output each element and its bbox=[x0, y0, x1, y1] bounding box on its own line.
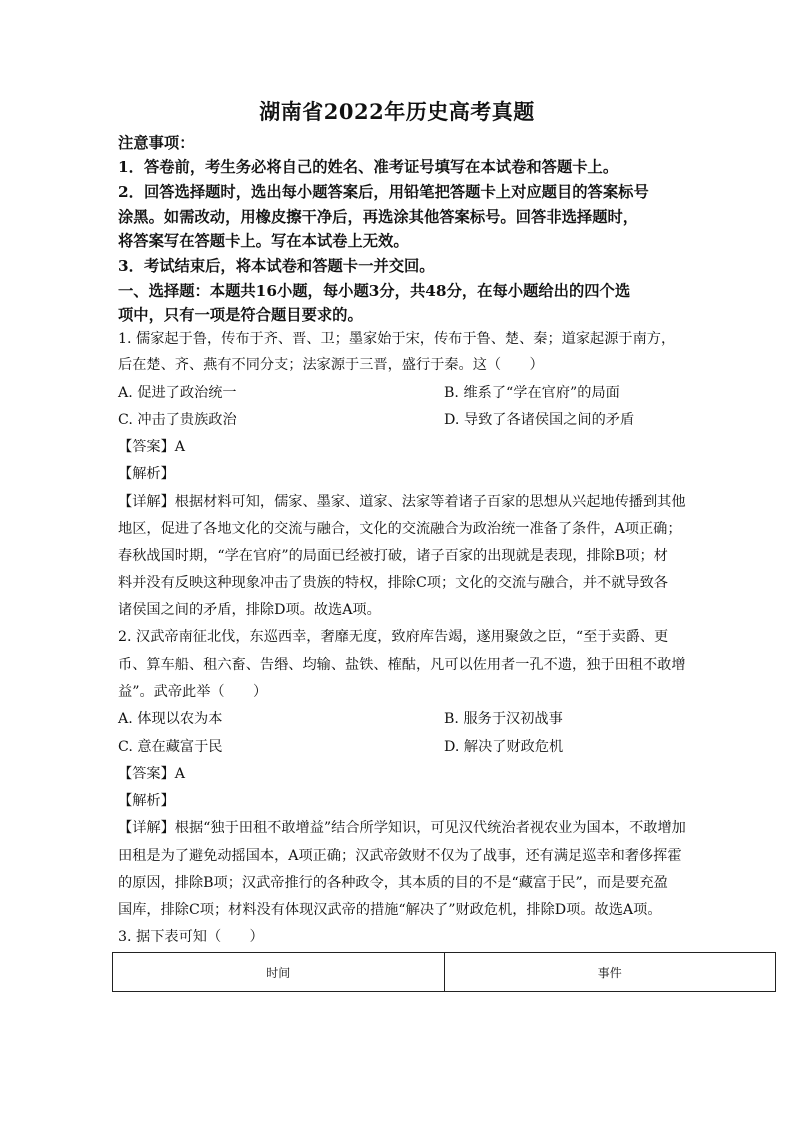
q1-option-c: C. 冲击了贵族政治 bbox=[118, 412, 237, 428]
q1-answer: 【答案】A bbox=[118, 439, 185, 455]
q1-option-a: A. 促进了政治统一 bbox=[118, 385, 237, 401]
q2-stem: 益”。武帝此举（ ） bbox=[118, 684, 268, 700]
q1-option-d: D. 导致了各诸侯国之间的矛盾 bbox=[444, 412, 635, 428]
q1-detail: 诸侯国之间的矛盾，排除D项。故选A项。 bbox=[118, 602, 381, 618]
q2-stem: 2. 汉武帝南征北伐，东巡西幸，奢靡无度，致府库告竭，遂用聚敛之臣，“至于卖爵、更 bbox=[118, 629, 669, 645]
notice-line: 3．考试结束后，将本试卷和答题卡一并交回。 bbox=[118, 257, 435, 275]
notice-line: 将答案写在答题卡上。写在本试卷上无效。 bbox=[118, 232, 409, 250]
q1-detail: 料并没有反映这种现象冲击了贵族的特权，排除C项；文化的交流与融合，并不就导致各 bbox=[118, 575, 668, 591]
q2-detail: 田租是为了避免动摇国本，A项正确；汉武帝敛财不仅为了战事，还有满足巡幸和奢侈挥霍 bbox=[118, 848, 682, 864]
q1-detail: 【详解】根据材料可知，儒家、墨家、道家、法家等着诸子百家的思想从兴起地传播到其他 bbox=[118, 494, 686, 510]
q2-option-c: C. 意在藏富于民 bbox=[118, 739, 223, 755]
q3-header-time: 时间 bbox=[113, 953, 445, 992]
q2-stem: 币、算车船、租六畜、告缗、均输、盐铁、榷酤，凡可以佐用者一孔不遗，独于田租不敢增 bbox=[118, 657, 686, 673]
q3-table-header-row bbox=[113, 953, 776, 992]
section-heading: 一、选择题：本题共16小题，每小题3分，共48分，在每小题给出的四个选 bbox=[118, 282, 631, 300]
notice-line: 1．答卷前，考生务必将自己的姓名、准考证号填写在本试卷和答题卡上。 bbox=[118, 158, 619, 176]
q1-detail: 地区，促进了各地文化的交流与融合，文化的交流融合为政治统一准备了条件，A项正确； bbox=[118, 521, 682, 537]
section-heading: 项中，只有一项是符合题目要求的。 bbox=[118, 306, 363, 324]
q1-analysis-label: 【解析】 bbox=[118, 466, 175, 482]
notice-line: 2．回答选择题时，选出每小题答案后，用铅笔把答题卡上对应题目的答案标号 bbox=[118, 183, 649, 201]
q3-table bbox=[112, 952, 776, 992]
q1-option-b: B. 维系了“学在官府”的局面 bbox=[444, 385, 620, 401]
page-title: 湖南省2022年历史高考真题 bbox=[259, 99, 535, 124]
q3-stem: 3. 据下表可知（ ） bbox=[118, 929, 264, 945]
q2-detail: 的原因，排除B项；汉武帝推行的各种政令，其本质的目的不是“藏富于民”，而是要充盈 bbox=[118, 875, 668, 891]
q2-detail: 【详解】根据“独于田租不敢增益”结合所学知识，可见汉代统治者视农业为国本，不敢增加 bbox=[118, 820, 686, 836]
q2-answer: 【答案】A bbox=[118, 766, 185, 782]
q1-detail: 春秋战国时期，“学在官府”的局面已经被打破，诸子百家的出现就是表现，排除B项；材 bbox=[118, 548, 668, 564]
q2-option-b: B. 服务于汉初战事 bbox=[444, 711, 563, 727]
notice-line: 涂黑。如需改动，用橡皮擦干净后，再选涂其他答案标号。回答非选择题时， bbox=[118, 208, 639, 226]
q2-detail: 国库，排除C项；材料没有体现汉武帝的措施“解决了”财政危机，排除D项。故选A项。 bbox=[118, 902, 662, 918]
q2-option-d: D. 解决了财政危机 bbox=[444, 739, 564, 755]
q1-stem: 后在楚、齐、燕有不同分支；法家源于三晋，盛行于秦。这（ ） bbox=[118, 357, 544, 373]
q2-option-a: A. 体现以农为本 bbox=[118, 711, 223, 727]
q1-stem: 1. 儒家起于鲁，传布于齐、晋、卫；墨家始于宋，传布于鲁、楚、秦；道家起源于南方， bbox=[118, 331, 676, 347]
notice-heading: 注意事项： bbox=[118, 134, 195, 152]
q3-header-event: 事件 bbox=[444, 953, 776, 992]
q2-analysis-label: 【解析】 bbox=[118, 793, 175, 809]
